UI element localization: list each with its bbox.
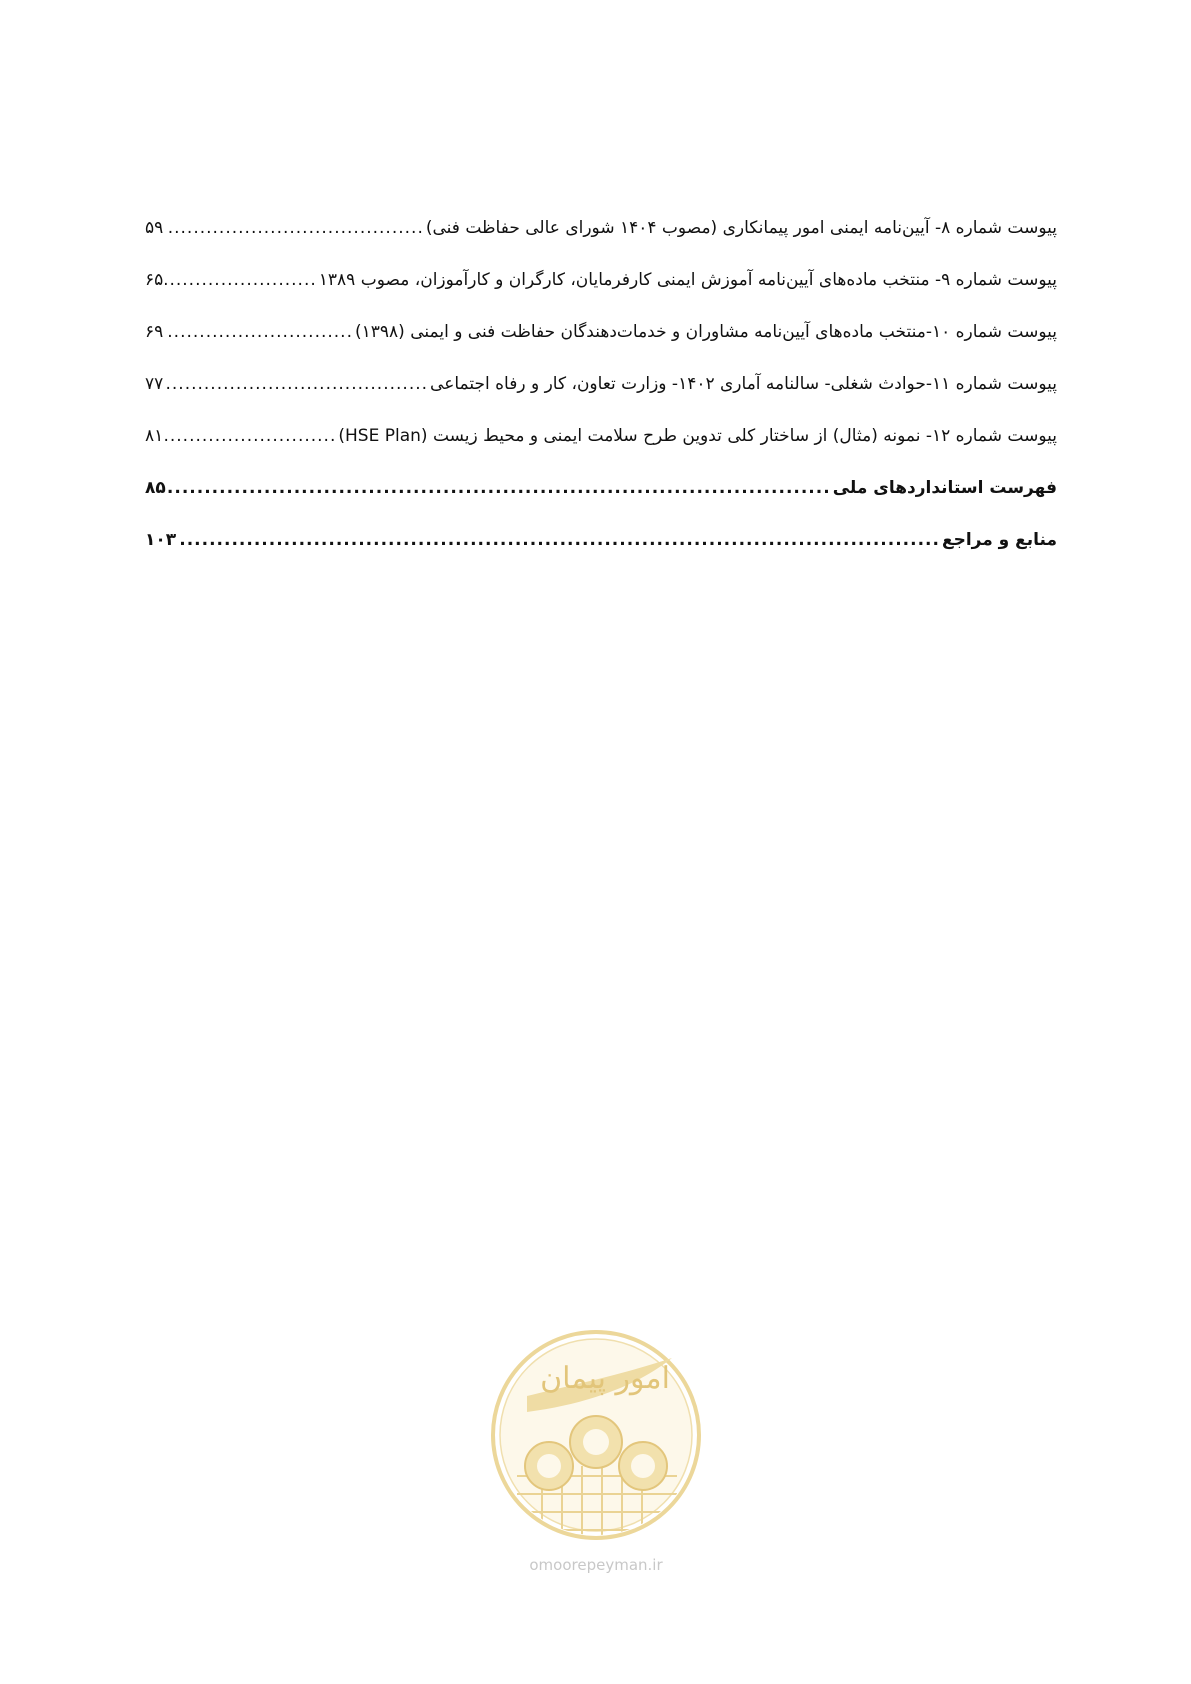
- toc-dot-leader: [165, 370, 428, 399]
- watermark-logo: [487, 1326, 705, 1544]
- toc-dot-leader: [165, 214, 424, 243]
- toc-entry-national-standards[interactable]: [145, 474, 1057, 503]
- toc-entry[interactable]: [145, 214, 1057, 243]
- toc-entry-title: پیوست شماره ۱۱-حوادث شغلی- سالنامه آماری ۱۴۰۲- وزارت تعاون، کار و رفاه اجتماعی: [430, 374, 1057, 394]
- toc-entry-page: ۵۹: [145, 218, 164, 238]
- toc-entry-page: ۸۵: [145, 478, 166, 498]
- toc-entry-page: ۷۷: [145, 374, 164, 394]
- toc-dot-leader: [165, 422, 336, 451]
- toc-entry-title: منابع و مراجع: [941, 530, 1057, 550]
- toc-dot-leader: [168, 474, 831, 503]
- svg-text:امور پیمان: امور پیمان: [540, 1361, 670, 1396]
- toc-entry-page: ۸۱: [145, 426, 164, 446]
- toc-entry[interactable]: [145, 318, 1057, 347]
- toc-entry[interactable]: [145, 266, 1057, 295]
- toc-entry[interactable]: [145, 370, 1057, 399]
- toc-dot-leader: [165, 266, 317, 295]
- toc-dot-leader: [165, 318, 353, 347]
- toc-entry-references[interactable]: [145, 526, 1057, 555]
- toc-entry-page: ۶۵: [145, 270, 164, 290]
- table-of-contents: [145, 214, 1057, 578]
- logo-seal-icon: [487, 1326, 705, 1544]
- toc-entry-page: ۶۹: [145, 322, 164, 342]
- toc-entry-page: ۱۰۳: [145, 530, 177, 550]
- watermark-site-url: omoorepeyman.ir: [529, 1556, 663, 1574]
- toc-dot-leader: [178, 526, 940, 555]
- toc-entry-title: پیوست شماره ۱۰-منتخب ماده‌های آیین‌نامه مشاوران و خدمات‌دهندگان حفاظت فنی و ایمنی (۱۳۹۸): [355, 322, 1057, 342]
- toc-entry[interactable]: [145, 422, 1057, 451]
- toc-entry-title: پیوست شماره ۱۲- نمونه (مثال) از ساختار کلی تدوین طرح سلامت ایمنی و محیط زیست (HSE Plan): [338, 426, 1057, 446]
- toc-entry-title: پیوست شماره ۹- منتخب ماده‌های آیین‌نامه آموزش ایمنی کارفرمایان، کارگران و کارآموزان، مصوب ۱۳۸۹: [318, 270, 1057, 290]
- toc-entry-title: پیوست شماره ۸- آیین‌نامه ایمنی امور پیمانکاری (مصوب ۱۴۰۴ شورای عالی حفاظت فنی): [425, 218, 1057, 238]
- toc-entry-title: فهرست استانداردهای ملی: [832, 478, 1057, 498]
